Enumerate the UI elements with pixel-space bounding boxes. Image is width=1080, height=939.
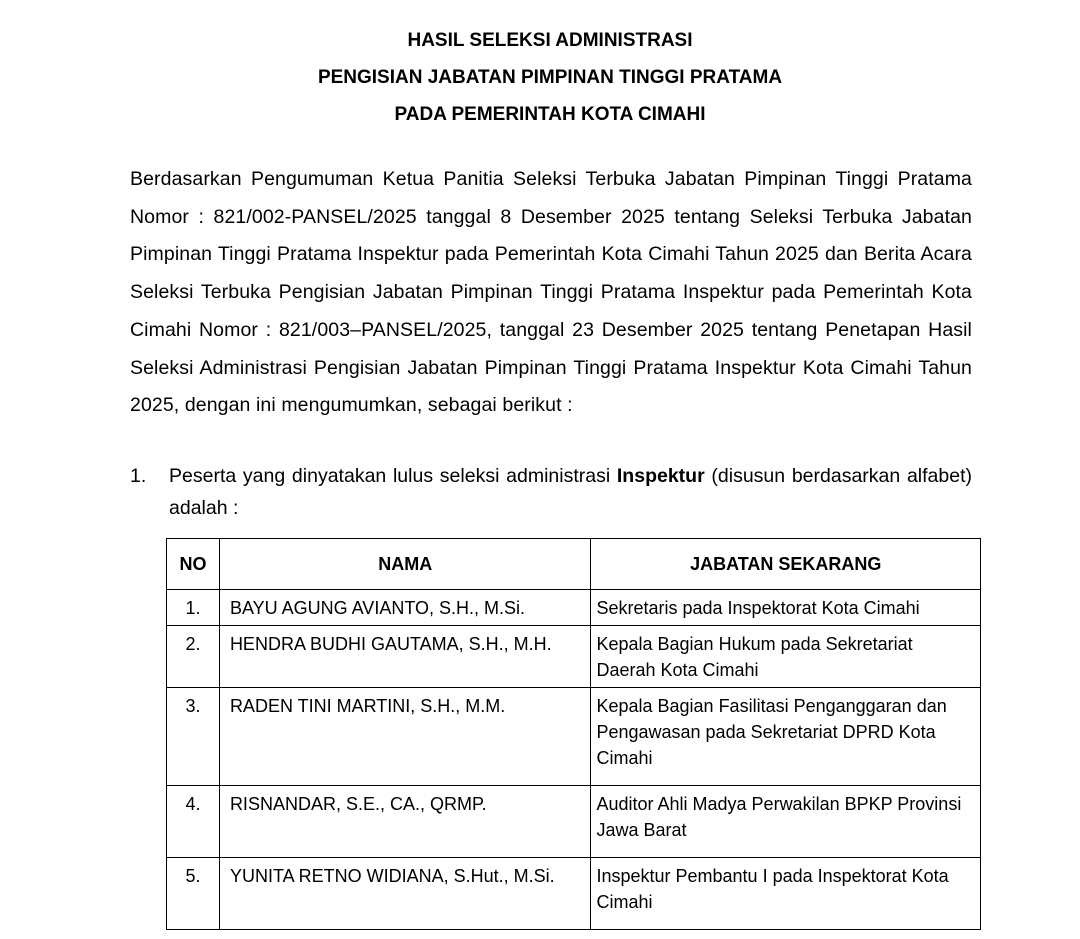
table-row: [167, 590, 981, 626]
table-row: [167, 688, 981, 786]
row-jabatan: Sekretaris pada Inspektorat Kota Cimahi: [591, 590, 981, 626]
row-nama: RISNANDAR, S.E., CA., QRMP.: [219, 786, 591, 858]
list-item-number: 1.: [130, 465, 147, 487]
row-nama: HENDRA BUDHI GAUTAMA, S.H., M.H.: [219, 626, 591, 688]
row-jabatan: Inspektur Pembantu I pada Inspektorat Kota Cimahi: [591, 858, 981, 930]
row-no: 3.: [167, 688, 220, 786]
header-no: NO: [167, 539, 220, 590]
list-item-1: [130, 460, 972, 524]
row-no: 1.: [167, 590, 220, 626]
title-line-3: PADA PEMERINTAH KOTA CIMAHI: [394, 104, 706, 125]
intro-paragraph: Berdasarkan Pengumuman Ketua Panitia Seleksi Terbuka Jabatan Pimpinan Tinggi Pratama Nomor : 821/002-PANSEL/2025 tanggal 8 Desember 2025 tentang Seleksi Terbuka Jabatan Pimpinan Tinggi Pratama Inspektur pada Pemerintah Kota Cimahi Tahun 2025 dan Berita Acara Seleksi Terbuka Pengisian Jabatan Pimpinan Tinggi Pratama Inspektur pada Pemerintah Kota Cimahi Nomor : 821/003–PANSEL/2025, tanggal 23 Desember 2025 tentang Penetapan Hasil Seleksi Administrasi Pengisian Jabatan Pimpinan Tinggi Pratama Inspektur Kota Cimahi Tahun 2025, dengan ini mengumumkan, sebagai berikut :: [130, 168, 972, 417]
table-row: [167, 858, 981, 930]
row-jabatan: Kepala Bagian Hukum pada Sekretariat Daerah Kota Cimahi: [591, 626, 981, 688]
table-header-row: [167, 539, 981, 590]
header-nama: NAMA: [219, 539, 591, 590]
list-text-bold: Inspektur: [616, 465, 705, 487]
row-jabatan: Kepala Bagian Fasilitasi Penganggaran dan Pengawasan pada Sekretariat DPRD Kota Cimahi: [591, 688, 981, 786]
table-row: [167, 626, 981, 688]
row-no: 4.: [167, 786, 220, 858]
results-table: [166, 538, 981, 930]
list-text-before: Peserta yang dinyatakan lulus seleksi administrasi: [169, 465, 617, 487]
table-row: [167, 786, 981, 858]
row-no: 2.: [167, 626, 220, 688]
list-item-text: [169, 460, 972, 524]
list-text-after: (disusun berdasarkan alfabet) adalah :: [169, 465, 972, 519]
header-jabatan: JABATAN SEKARANG: [591, 539, 981, 590]
document-title: [0, 22, 1080, 133]
row-no: 5.: [167, 858, 220, 930]
row-jabatan: Auditor Ahli Madya Perwakilan BPKP Provinsi Jawa Barat: [591, 786, 981, 858]
row-nama: BAYU AGUNG AVIANTO, S.H., M.Si.: [219, 590, 591, 626]
title-line-2: PENGISIAN JABATAN PIMPINAN TINGGI PRATAMA: [317, 67, 783, 88]
row-nama: YUNITA RETNO WIDIANA, S.Hut., M.Si.: [219, 858, 591, 930]
title-line-1: HASIL SELEKSI ADMINISTRASI: [407, 30, 693, 51]
row-nama: RADEN TINI MARTINI, S.H., M.M.: [219, 688, 591, 786]
